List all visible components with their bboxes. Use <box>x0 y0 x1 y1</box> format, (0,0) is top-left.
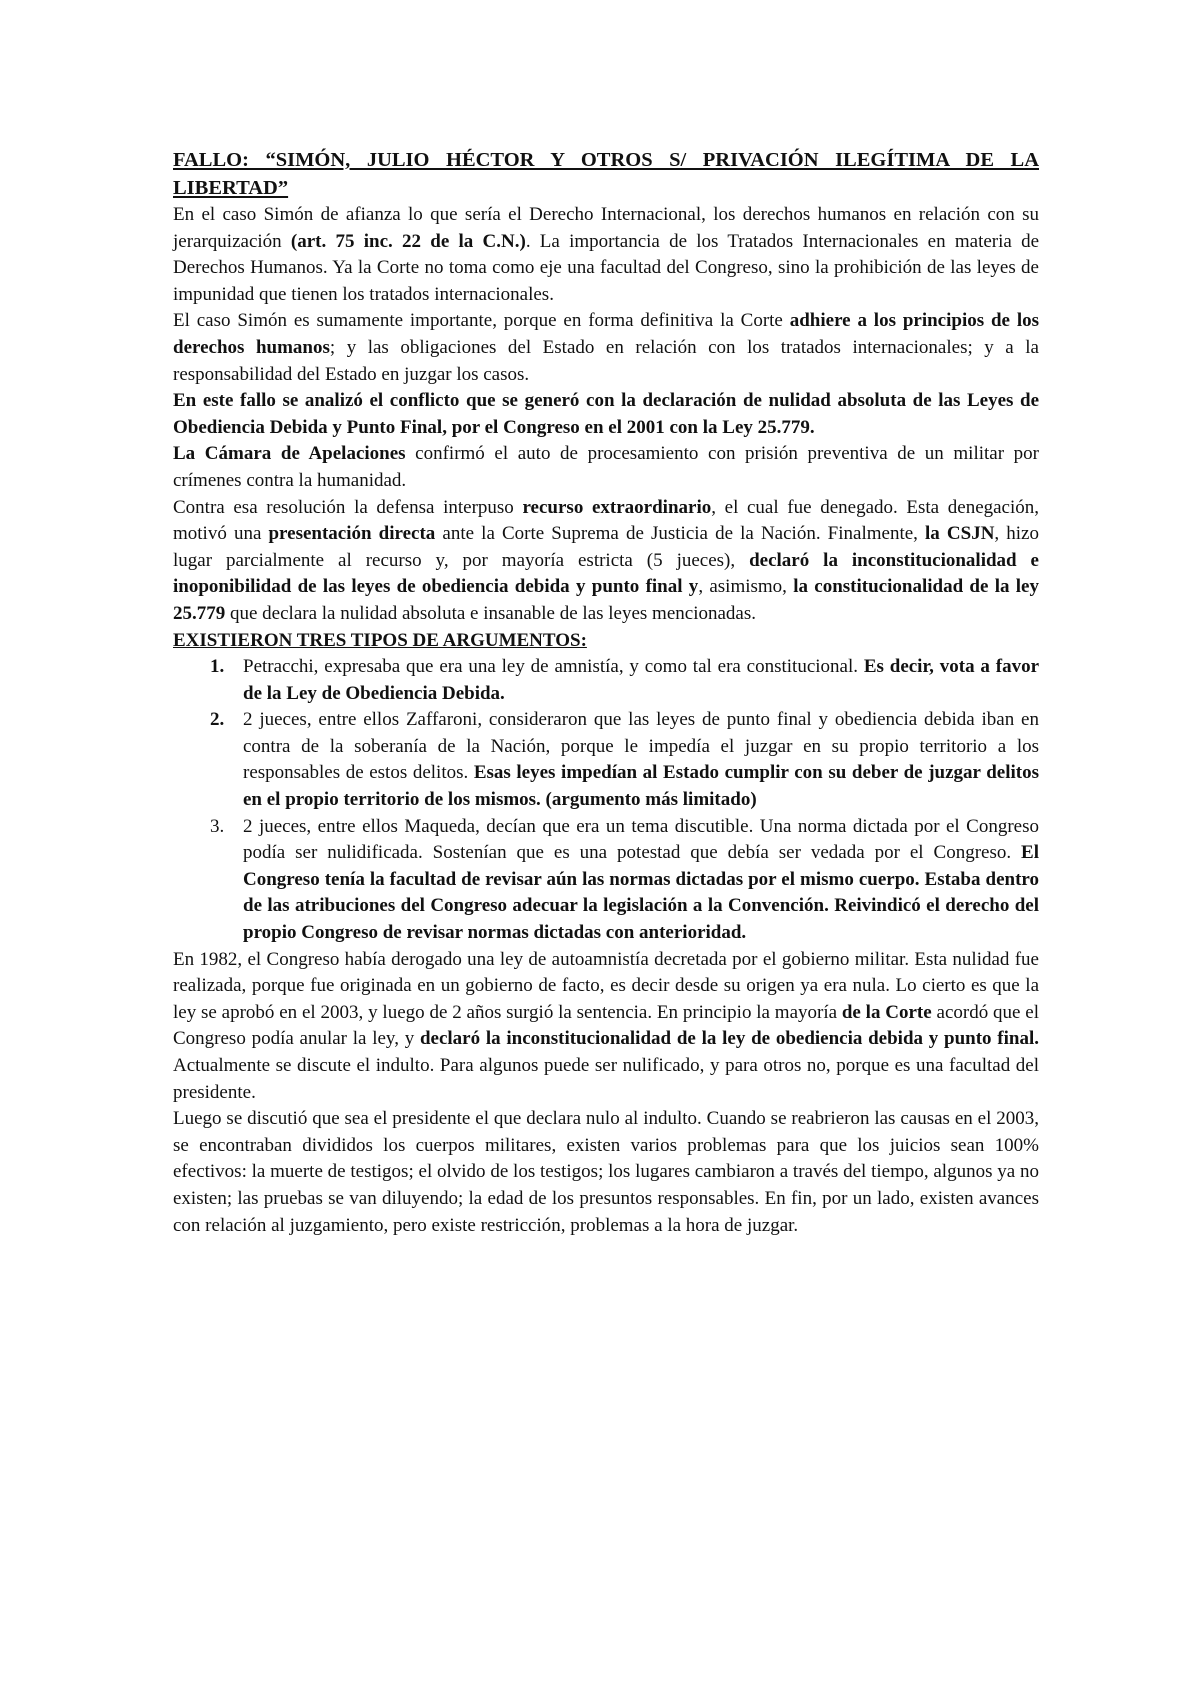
paragraph-importance <box>173 308 1039 388</box>
bold-run: La Cámara de Apelaciones <box>173 443 406 465</box>
text-run: confirmó el auto de procesamiento con prisión preventiva de un militar por crímenes contra la humanidad. <box>173 443 1039 491</box>
bold-run: (art. 75 inc. 22 de la C.N.) <box>290 230 526 252</box>
text-run: En 1982, el Congreso había derogado una ley de autoamnistía decretada por el gobierno militar. Esta nulidad fue realizada, porque fue originada en un gobierno de facto, es decir desde su origen ya era nula. Lo cierto es que la ley se aprobó en el 2003, y luego de 2 años surgió la sentencia. En principio la mayoría <box>173 948 1039 1023</box>
list-item <box>173 654 1039 707</box>
list-item <box>173 814 1039 947</box>
bold-run: declaró la inconstitucionalidad e inoponibilidad de las leyes de obediencia debida y punto final y <box>173 549 1039 598</box>
text-run: que declara la nulidad absoluta e insanable de las leyes mencionadas. <box>225 602 756 624</box>
text-run: El caso Simón es sumamente importante, porque en forma definitiva la Corte <box>173 310 790 332</box>
text-run: , hizo lugar parcialmente al recurso y, por mayoría estricta (5 jueces), <box>173 523 1039 571</box>
bold-run: la constitucionalidad de la ley 25.779 <box>173 576 1039 624</box>
document-title: FALLO: “SIMÓN, JULIO HÉCTOR Y OTROS S/ PRIVACIÓN ILEGÍTIMA DE LA LIBERTAD” <box>173 149 1039 199</box>
text-run: , el cual fue denegado. Esta denegación, motivó una <box>173 496 1040 545</box>
list-number: 1. <box>210 656 225 678</box>
bold-run: En este fallo se analizó el conflicto que se generó con la declaración de nulidad absoluta de las Leyes de Obediencia Debida y Punto Final, por el Congreso en el 2001 con la Ley 25.779. <box>173 390 1039 438</box>
section-heading: EXISTIERON TRES TIPOS DE ARGUMENTOS: <box>173 629 587 651</box>
bold-run: Es decir, vota a favor de la Ley de Obediencia Debida. <box>243 656 1039 704</box>
text-run: , asimismo, <box>698 576 794 598</box>
paragraph-camara <box>173 441 1039 494</box>
bold-run: Esas leyes impedían al Estado cumplir con su deber de juzgar delitos en el propio territorio de los mismos. (argumento más limitado) <box>243 762 1040 811</box>
bold-run: la CSJN <box>925 523 995 545</box>
text-run: ; y las obligaciones del Estado en relación con los tratados internacionales; y a la responsabilidad del Estado en juzgar los casos. <box>173 336 1039 385</box>
text-run: acordó que el Congreso podía anular la ley, y <box>173 1001 1039 1050</box>
paragraph-recurso <box>173 495 1039 628</box>
text-run: Actualmente se discute el indulto. Para algunos puede ser nulificado, y para otros no, porque es una facultad del presidente. <box>173 1055 1039 1103</box>
text-run: Luego se discutió que sea el presidente el que declara nulo al indulto. Cuando se reabrieron las causas en el 2003, se encontraban divididos los cuerpos militares, existen varios problemas para que los juicios sean 100% efectivos: la muerte de testigos; el olvido de los testigos; los lugares cambiaron a través del tiempo, algunos ya no existen; las pruebas se van diluyendo; la edad de los presuntos responsables. En fin, por un lado, existen avances con relación al juzgamiento, pero existe restricción, problemas a la hora de juzgar. <box>173 1108 1039 1236</box>
text-run: Contra esa resolución la defensa interpuso <box>173 496 523 518</box>
bold-run: El Congreso tenía la facultad de revisar aún las normas dictadas por el mismo cuerpo. Estaba dentro de las atribuciones del Congreso adecuar la legislación a la Convención. Reivindicó el derecho del propio Congreso de revisar normas dictadas con anterioridad. <box>243 842 1039 944</box>
text-run: Petracchi, expresaba que era una ley de amnistía, y como tal era constitucional. <box>243 656 864 678</box>
text-run: ante la Corte Suprema de Justicia de la Nación. Finalmente, <box>435 523 926 545</box>
paragraph-conflict <box>173 388 1039 441</box>
text-run: . La importancia de los Tratados Internacionales en materia de Derechos Humanos. Ya la Corte no toma como eje una facultad del Congreso, sino la prohibición de las leyes de impunidad que tienen los tratados internacionales. <box>173 230 1040 305</box>
list-number: 3. <box>210 815 225 837</box>
bold-run: declaró la inconstitucionalidad de la ley de obediencia debida y punto final. <box>419 1028 1040 1050</box>
text-run: 2 jueces, entre ellos Zaffaroni, consideraron que las leyes de punto final y obediencia debida iban en contra de la soberanía de la Nación, porque le impedía el juzgar en su propio territorio a los responsables de estos delitos. <box>243 709 1039 784</box>
bold-run: recurso extraordinario <box>522 496 712 518</box>
text-run: 2 jueces, entre ellos Maqueda, decían que era un tema discutible. Una norma dictada por el Congreso podía ser nulidificada. Sostenían que es una potestad que debía ser vedada por el Congreso. <box>243 815 1039 864</box>
list-item <box>173 707 1039 813</box>
paragraph-intro <box>173 202 1039 308</box>
arguments-list <box>173 654 1039 947</box>
document-page <box>173 146 1039 1239</box>
bold-run: presentación directa <box>268 523 436 545</box>
paragraph-indulto <box>173 1106 1039 1239</box>
list-number: 2. <box>210 709 225 731</box>
text-run: En el caso Simón de afianza lo que sería el Derecho Internacional, los derechos humanos en relación con su jerarquización <box>173 204 1039 252</box>
paragraph-1982 <box>173 947 1039 1107</box>
bold-run: de la Corte <box>841 1001 932 1023</box>
bold-run: adhiere a los principios de los derechos humanos <box>173 310 1039 358</box>
